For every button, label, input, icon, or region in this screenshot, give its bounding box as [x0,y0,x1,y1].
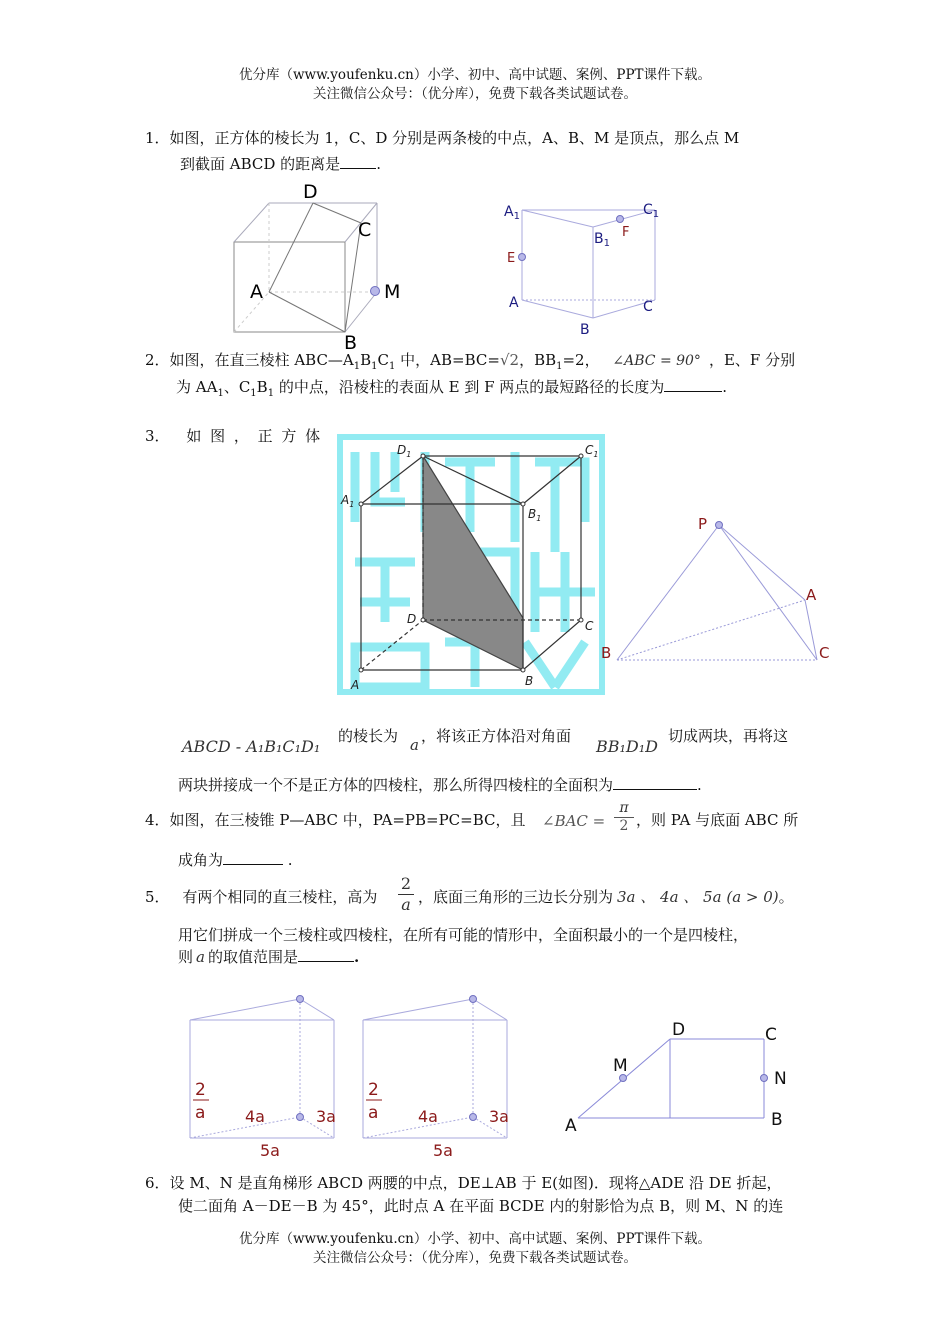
fig7-label-B: B [771,1110,783,1130]
footer-line-1: 优分库（www.youfenku.cn）小学、初中、高中试题、案例、PPT课件下载。 [238,1231,712,1247]
q3-cube-name: ABCD - A₁B₁C₁D₁ [182,737,321,756]
q2-text-b: B [360,351,372,369]
q3-period: . [697,776,702,794]
q2-text-h: 为 AA [176,378,218,396]
fig6-label-3a: 3a [489,1107,509,1126]
q4-period: . [283,851,293,869]
q1-answer-blank[interactable] [340,154,376,169]
q4-line-2 [178,850,293,870]
q5-sides: 3a 、 4a 、 5a [617,888,722,906]
q3-intro: 如 图 ， 正 方 体 [186,427,323,445]
q6-number: 6． [145,1174,170,1192]
fig3-label-D: D [407,612,417,626]
q5-line-1 [145,887,377,907]
q4-angle: ∠BAC = [542,812,606,830]
fig5-label-3a: 3a [316,1107,336,1126]
q1-period: . [376,155,381,173]
q4-line-1-end [636,810,798,830]
fig7-label-M: M [613,1056,628,1076]
fig7-label-D: D [672,1020,686,1040]
fig6-height-den: a [368,1103,379,1123]
q6-line-1 [145,1173,782,1193]
fig1-label-M: M [384,281,401,303]
fig3-label-D1: $D_1$ [397,443,412,459]
q2-text-c: C [377,351,390,369]
q5-text-5: 则 [178,948,194,966]
q5-line-1b [418,887,794,907]
fig3-label-A: A [351,678,360,692]
q5-text-1: 有两个相同的直三棱柱，高为 [182,888,378,906]
q3-line-2c [421,726,571,746]
fig2-label-A1: $A_1$ [504,204,520,222]
q4-number: 4． [145,811,170,829]
fig7-label-C: C [765,1025,777,1045]
figure-1-cube [225,180,425,350]
fig6-label-4a: 4a [418,1107,438,1126]
q4-line-1 [145,810,526,830]
q2-angle: ∠ABC = 90° [612,353,701,369]
fig1-label-B: B [344,332,358,350]
q2-text-g: ，E、F 分别 [708,351,796,369]
header-line-2: 关注微信公众号：（优分库），免费下载各类试题试卷。 [313,86,637,102]
figure-6-prism [355,990,517,1162]
q5-line-2 [178,925,748,945]
q2-text-j: B [256,378,268,396]
fig2-label-E: E [507,251,516,266]
q1-text-1: 如图，正方体的棱长为 1，C、D 分别是两条棱的中点，A、B、M 是顶点，那么点 M [169,129,740,147]
q5-frac-num: 2 [400,874,412,893]
q3-line-2 [182,737,320,757]
q3-line-2b [338,726,398,746]
fig4-label-P: P [698,515,708,533]
fig3-label-B1: $B_1$ [528,507,542,523]
q3-line-3 [178,775,702,795]
q4-answer-blank[interactable] [223,850,283,865]
q3-var-a: a [410,736,419,754]
q3-text-4: 两块拼接成一个不是正方体的四棱柱，那么所得四棱柱的全面积为 [178,776,614,794]
q5-answer-blank[interactable] [298,947,354,962]
q1-text-2: 到截面 ABCD 的距离是 [180,155,341,173]
q4-frac-num: π [619,800,629,816]
fig2-label-F: F [622,225,630,240]
q4-text-1: 如图，在三棱锥 P—ABC 中，PA=PB=PC=BC，且 [169,811,526,829]
q4-text-2: ，则 PA 与底面 ABC 所 [636,811,799,829]
q5-text-3: 。 [778,888,794,906]
q2-text-k: 的中点，沿棱柱的表面从 E 到 F 两点的最短路径的长度为 [274,378,665,396]
q2-answer-blank[interactable] [664,377,722,392]
header-line-1: 优分库（www.youfenku.cn）小学、初中、高中试题、案例、PPT课件下载。 [238,67,712,83]
q3-text-2: ，将该正方体沿对角面 [421,727,572,745]
q2-text-e: ，BB [519,351,557,369]
fig1-label-A: A [250,281,263,303]
fig6-height-num: 2 [368,1080,379,1100]
q5-fraction [398,874,414,915]
q3-plane-wrap [596,737,658,757]
fig4-label-C: C [819,644,830,662]
q2-period: . [722,378,728,396]
q5-frac-den: a [398,894,414,915]
q2-text-a: 如图，在直三棱柱 ABC—A [169,351,354,369]
fig2-label-B: B [580,322,590,338]
q3-text-3: 切成两块，再将这 [668,727,789,745]
q2-text-i: 、C [223,378,251,396]
fig2-label-C1: $C_1$ [643,202,660,220]
q5-number: 5． [145,888,170,906]
q2-number: 2． [145,351,170,369]
q3-line-1 [145,426,322,446]
fig3-label-C1: $C_1$ [585,443,599,459]
fig3-label-C: C [585,619,594,633]
q3-plane: BB₁D₁D [596,737,658,756]
q2-sqrt2: √2 [499,351,520,369]
q2-line-1: 2．如图，在直三棱柱 $ABC—A_1B_1C_1$ 中，AB=BC=√2，$BB_1=2$， ∠ABC = 90° ，E、F 分别 [145,351,796,372]
q1-line-2 [180,154,381,174]
figure-4-pyramid [595,512,840,672]
q5-var-a: a [196,948,205,966]
fig2-label-A: A [509,295,519,311]
figure-3-cube-section [335,432,610,700]
q5-condition: (a > 0) [726,888,779,906]
figure-2-prism [500,198,680,340]
fig6-label-5a: 5a [433,1141,453,1160]
q4-fraction [614,800,634,835]
q3-number: 3． [145,427,170,445]
q3-answer-blank[interactable] [613,775,697,790]
q6-line-2 [178,1196,783,1216]
q5-period: . [353,948,360,966]
q3-line-2d [668,726,788,746]
q2-text-f: =2， [562,351,600,369]
fig5-height-den: a [195,1103,206,1123]
q5-text-4: 用它们拼成一个三棱柱或四棱柱，在所有可能的情形中，全面积最小的一个是四棱柱， [178,926,749,944]
q1-line-1 [145,128,739,148]
fig3-label-B: B [525,674,534,688]
q4-frac-den: 2 [614,817,634,835]
q3-text-1: 的棱长为 [338,727,399,745]
q4-angle-wrap [542,811,605,831]
q3-var-a-wrap [410,735,419,755]
fig4-label-B: B [601,644,612,662]
q5-text-6: 的取值范围是 [207,948,298,966]
q1-number: 1． [145,129,170,147]
q6-text-2: 使二面角 A－DE－B 为 45°，此时点 A 在平面 BCDE 内的射影恰为点 B，则 M、N 的连 [178,1197,784,1215]
fig3-label-A1: $A_1$ [341,493,355,509]
fig2-label-C: C [643,299,653,315]
q6-text-1: 设 M、N 是直角梯形 ABCD 两腰的中点，DE⊥AB 于 E(如图)．现将△ADE 沿 DE 折起， [169,1174,782,1192]
fig2-label-B1: $B_1$ [594,231,610,249]
q4-text-3: 成角为 [178,851,224,869]
figure-7-trapezoid [560,1015,800,1137]
fig1-label-D: D [303,181,318,203]
fig5-label-5a: 5a [260,1141,280,1160]
fig1-label-C: C [358,219,372,241]
q2-text-d: 中，AB=BC= [395,351,500,369]
q2-line-2: 为 $AA_1$、$C_1B_1$ 的中点，沿棱柱的表面从 E 到 F 两点的最短路径的长度为 . [176,378,728,399]
fig5-height-num: 2 [195,1080,206,1100]
q5-line-3 [178,947,359,967]
footer-line-2: 关注微信公众号：（优分库），免费下载各类试题试卷。 [313,1250,637,1266]
fig7-label-A: A [565,1116,577,1136]
q5-text-2: ，底面三角形的三边长分别为 [418,888,614,906]
fig4-label-A: A [806,586,817,604]
fig7-label-N: N [774,1069,787,1089]
figure-5-prism [182,990,344,1162]
fig5-label-4a: 4a [245,1107,265,1126]
